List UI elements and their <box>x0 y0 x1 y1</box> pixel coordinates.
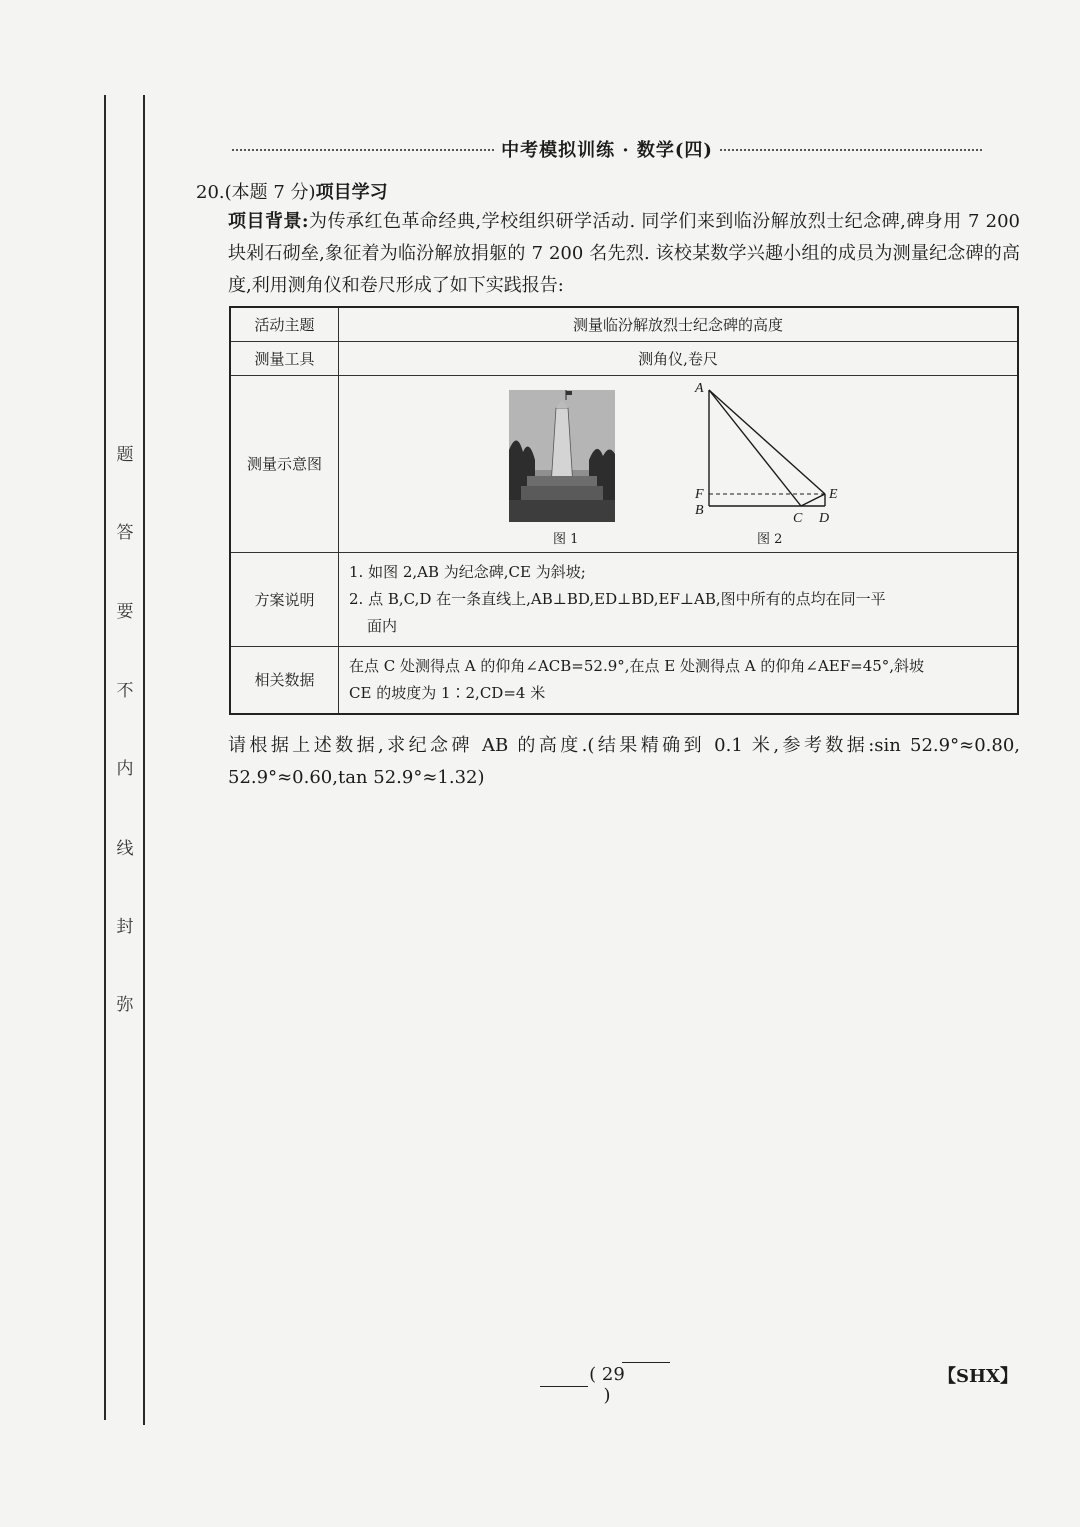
page-header <box>232 136 982 164</box>
page-number-overline <box>622 1362 670 1363</box>
page-number-text: ( 29 ) <box>589 1364 625 1406</box>
table-row <box>230 375 1018 552</box>
row-value-plan <box>339 552 1019 646</box>
row-value-data <box>339 646 1019 714</box>
question-points: (本题 7 分) <box>224 182 316 203</box>
page-number-underline <box>540 1386 588 1387</box>
segment-AE <box>709 390 825 494</box>
plan-item-2-cont: 面内 <box>367 616 398 635</box>
practice-report-table <box>229 306 1019 715</box>
segment-CE <box>801 494 825 506</box>
row-label-data: 相关数据 <box>230 646 339 714</box>
background-label: 项目背景: <box>228 211 309 232</box>
margin-char: 封 <box>116 917 134 937</box>
label-D: D <box>819 510 830 526</box>
paper-code: 【SHX】 <box>938 1366 1018 1387</box>
table-row <box>230 646 1018 714</box>
label-A: A <box>695 380 704 396</box>
geometry-diagram <box>689 380 849 530</box>
question-ask: 请根据上述数据,求纪念碑 AB 的高度.(结果精确到 0.1 米,参考数据:sin 52.9°≈0.80, 52.9°≈0.60,tan 52.9°≈1.32) <box>228 735 1020 788</box>
row-label-topic: 活动主题 <box>230 307 339 341</box>
figure-area <box>339 376 1017 552</box>
question-heading <box>196 178 388 204</box>
question-topic: 项目学习 <box>315 182 388 203</box>
row-label-tools: 测量工具 <box>230 341 339 375</box>
row-value-topic: 测量临汾解放烈士纪念碑的高度 <box>339 307 1019 341</box>
row-value-diagram <box>339 375 1019 552</box>
segment-AC <box>709 390 801 506</box>
margin-char: 线 <box>116 839 134 859</box>
row-label-plan: 方案说明 <box>230 552 339 646</box>
binding-line-inner <box>143 95 145 1425</box>
figure2-caption: 图 2 <box>757 531 783 547</box>
page-title: 中考模拟训练 · 数学(四) <box>501 140 713 161</box>
header-dots-left <box>232 149 494 151</box>
table-row <box>230 552 1018 646</box>
label-F: F <box>695 486 704 502</box>
background-paragraph <box>228 206 1020 302</box>
margin-char: 弥 <box>116 995 134 1015</box>
row-label-diagram: 测量示意图 <box>230 375 339 552</box>
page-number-value: 29 <box>601 1364 625 1385</box>
margin-char: 答 <box>116 523 134 543</box>
table-row <box>230 307 1018 341</box>
question-number: 20. <box>196 182 225 203</box>
data-line-2: CE 的坡度为 1∶2,CD=4 米 <box>349 683 546 702</box>
label-B: B <box>695 502 704 518</box>
margin-char: 内 <box>116 759 134 779</box>
row-value-tools: 测角仪,卷尺 <box>339 341 1019 375</box>
background-text: 为传承红色革命经典,学校组织研学活动. 同学们来到临汾解放烈士纪念碑,碑身用 7 200 块剁石砌垒,象征着为临汾解放捐躯的 7 200 名先烈. 该校某数学兴趣小组的成员为测量纪念碑的高度,利用测角仪和卷尺形成了如下实践报告: <box>228 211 1020 296</box>
header-dots-right <box>720 149 982 151</box>
margin-char: 要 <box>116 602 134 622</box>
label-E: E <box>829 486 838 502</box>
table-row <box>230 341 1018 375</box>
margin-char: 不 <box>116 681 134 701</box>
data-line-1: 在点 C 处测得点 A 的仰角∠ACB=52.9°,在点 E 处测得点 A 的仰角∠AEF=45°,斜坡 <box>349 656 925 675</box>
figure1-caption: 图 1 <box>553 531 579 547</box>
page-number <box>540 1358 680 1406</box>
plan-item-2: 2. 点 B,C,D 在一条直线上,AB⊥BD,ED⊥BD,EF⊥AB,图中所有的点均在同一平 <box>349 589 886 608</box>
binding-line-outer <box>104 95 106 1420</box>
margin-char: 题 <box>116 445 134 465</box>
label-C: C <box>793 510 803 526</box>
monument-photo <box>509 390 615 522</box>
plan-item-1: 1. 如图 2,AB 为纪念碑,CE 为斜坡; <box>349 562 586 581</box>
